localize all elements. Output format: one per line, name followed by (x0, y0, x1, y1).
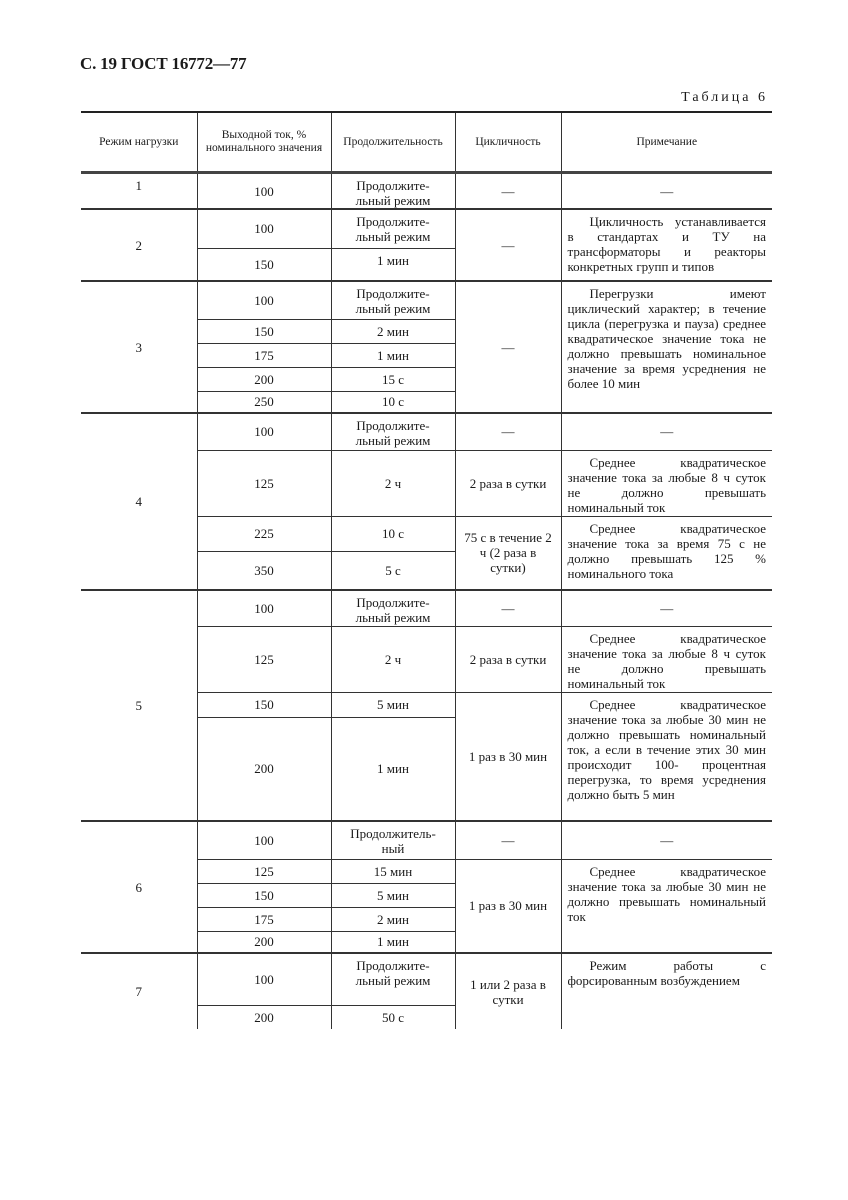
load-modes-table (81, 111, 772, 1029)
current-cell: 125 (197, 450, 331, 516)
cycle-cell: — (455, 173, 561, 210)
current-cell: 125 (197, 626, 331, 692)
current-cell: 150 (197, 248, 331, 281)
note-cell: Перегрузки имеют циклический характер; в течение цикла (перегрузка и пауза) среднее квадратическое значение тока не должно превышать номинальное значение за время усреднения не более 10 мин (561, 281, 772, 413)
col-note: Примечание (561, 112, 772, 173)
duration-cell: 50 с (331, 1005, 455, 1029)
table-row (81, 281, 772, 319)
cycle-cell: — (455, 281, 561, 413)
table-caption: Таблица 6 (681, 90, 768, 105)
note-cell: Среднее квадратическое значение тока за любые 30 мин не должно превышать номинальный ток, а если в течение этих 30 мин происходит 100- процентная перегрузка, то время усреднения должно быть 5 мин (561, 692, 772, 821)
duration-cell: 15 мин (331, 859, 455, 883)
duration-cell: 5 мин (331, 883, 455, 907)
mode-cell: 2 (81, 209, 197, 281)
mode-cell: 7 (81, 953, 197, 1029)
current-cell: 100 (197, 821, 331, 859)
col-duration: Продолжительность (331, 112, 455, 173)
duration-cell: Продолжитель- ный (331, 821, 455, 859)
duration-cell: Продолжите- льный режим (331, 413, 455, 450)
current-cell: 200 (197, 367, 331, 391)
note-cell: Среднее квадратическое значение тока за любые 8 ч суток не должно превышать номинальный ток (561, 450, 772, 516)
current-cell: 100 (197, 173, 331, 210)
current-cell: 225 (197, 516, 331, 551)
current-cell: 125 (197, 859, 331, 883)
cycle-cell: 1 раз в 30 мин (455, 692, 561, 821)
duration-cell: Продолжите- льный режим (331, 953, 455, 1005)
table-row (81, 590, 772, 626)
note-cell: — (561, 590, 772, 626)
page-header: С. 19 ГОСТ 16772—77 (80, 54, 247, 73)
mode-cell: 4 (81, 413, 197, 590)
col-cycle: Цикличность (455, 112, 561, 173)
table-row (81, 413, 772, 450)
note-cell: Среднее квадратическое значение тока за любые 8 ч суток не должно превышать номинальный ток (561, 626, 772, 692)
col-mode: Режим нагрузки (81, 112, 197, 173)
table-row (81, 173, 772, 210)
duration-cell: 1 мин (331, 931, 455, 953)
table-row (81, 953, 772, 1005)
duration-cell: 10 с (331, 516, 455, 551)
duration-cell: 5 с (331, 551, 455, 590)
current-cell: 250 (197, 391, 331, 413)
note-cell: Среднее квадратическое значение тока за время 75 с не должно превышать 125 % номинального тока (561, 516, 772, 590)
duration-cell: Продолжите- льный режим (331, 209, 455, 248)
current-cell: 100 (197, 590, 331, 626)
duration-cell: 1 мин (331, 248, 455, 281)
current-cell: 100 (197, 281, 331, 319)
current-cell: 200 (197, 717, 331, 821)
note-cell: Режим работы с форсированным возбуждением (561, 953, 772, 1029)
current-cell: 150 (197, 319, 331, 343)
note-cell: Цикличность устанавливается в стандартах и ТУ на трансформаторы и реакторы конкретных групп и типов (561, 209, 772, 281)
note-cell: — (561, 413, 772, 450)
mode-cell: 5 (81, 590, 197, 821)
mode-cell: 1 (81, 173, 197, 210)
table-row (81, 209, 772, 248)
cycle-cell: 1 или 2 раза в сутки (455, 953, 561, 1029)
duration-cell: 2 ч (331, 626, 455, 692)
note-cell: — (561, 821, 772, 859)
note-cell: Среднее квадратическое значение тока за любые 30 мин не должно превышать номинальный ток (561, 859, 772, 953)
table-row (81, 821, 772, 859)
current-cell: 150 (197, 883, 331, 907)
duration-cell: 10 с (331, 391, 455, 413)
cycle-cell: 2 раза в сутки (455, 450, 561, 516)
mode-cell: 6 (81, 821, 197, 953)
current-cell: 175 (197, 907, 331, 931)
current-cell: 350 (197, 551, 331, 590)
cycle-cell: 75 с в течение 2 ч (2 раза в сутки) (455, 516, 561, 590)
current-cell: 150 (197, 692, 331, 717)
cycle-cell: — (455, 209, 561, 281)
col-current: Выходной ток, % номинального значения (197, 112, 331, 173)
duration-cell: 1 мин (331, 717, 455, 821)
note-cell: — (561, 173, 772, 210)
current-cell: 100 (197, 209, 331, 248)
cycle-cell: — (455, 413, 561, 450)
table-header (81, 112, 772, 173)
cycle-cell: — (455, 821, 561, 859)
duration-cell: 2 мин (331, 907, 455, 931)
current-cell: 100 (197, 413, 331, 450)
cycle-cell: 2 раза в сутки (455, 626, 561, 692)
duration-cell: 5 мин (331, 692, 455, 717)
duration-cell: 2 ч (331, 450, 455, 516)
current-cell: 200 (197, 1005, 331, 1029)
current-cell: 200 (197, 931, 331, 953)
duration-cell: Продолжите- льный режим (331, 173, 455, 210)
duration-cell: Продолжите- льный режим (331, 281, 455, 319)
cycle-cell: 1 раз в 30 мин (455, 859, 561, 953)
cycle-cell: — (455, 590, 561, 626)
current-cell: 175 (197, 343, 331, 367)
mode-cell: 3 (81, 281, 197, 413)
duration-cell: 2 мин (331, 319, 455, 343)
current-cell: 100 (197, 953, 331, 1005)
duration-cell: 15 с (331, 367, 455, 391)
duration-cell: Продолжите- льный режим (331, 590, 455, 626)
duration-cell: 1 мин (331, 343, 455, 367)
